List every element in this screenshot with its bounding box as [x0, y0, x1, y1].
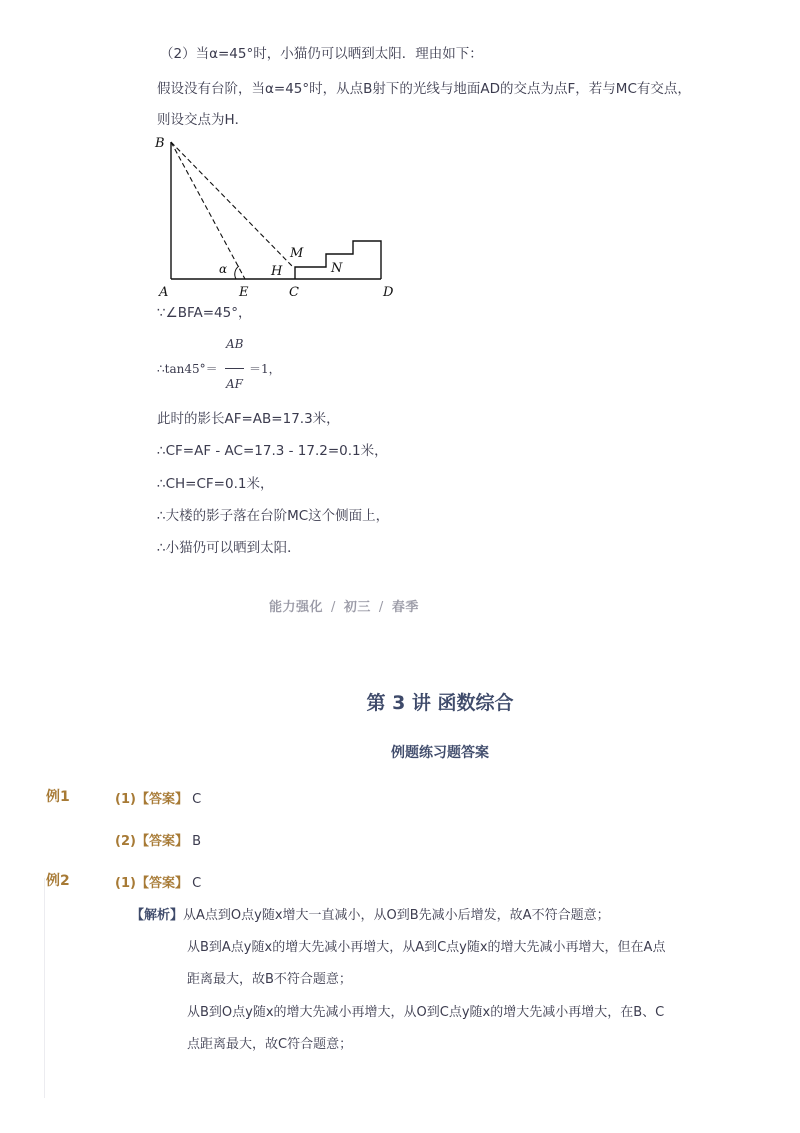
- footer-part1: 能力强化: [269, 600, 324, 615]
- step-ch: ∴CH=CF=0.1米，: [157, 476, 274, 492]
- example-2-answer-1: [115, 872, 201, 891]
- tan-denominator: AF: [226, 377, 243, 391]
- analysis-line-3: 距离最大，故B不符合题意；: [187, 972, 352, 987]
- light-ray-be: [171, 142, 245, 279]
- item-number: (1): [115, 792, 136, 807]
- item-number: (1): [115, 876, 136, 891]
- label-alpha: α: [219, 262, 228, 276]
- label-A: A: [159, 285, 169, 300]
- answer-value: B: [192, 834, 202, 849]
- item-number: (2): [115, 834, 136, 849]
- part2-assume-line2: 则设交点为H．: [157, 112, 249, 128]
- lecture-subtitle: 例题练习题答案: [391, 745, 489, 761]
- answer-value: C: [192, 876, 202, 891]
- answer-value: C: [192, 792, 202, 807]
- answer-tag: 【答案】: [135, 876, 188, 891]
- analysis-line-5: 点距离最大，故C符合题意；: [187, 1037, 353, 1052]
- analysis-line-1: [131, 904, 610, 923]
- step-cf: ∴CF=AF - AC=17.3 - 17.2=0.1米，: [157, 443, 388, 459]
- label-D: D: [383, 285, 394, 300]
- label-B: B: [155, 136, 165, 151]
- step-shadow: 此时的影长AF=AB=17.3米，: [157, 411, 340, 427]
- step-tan-suffix: ＝1，: [249, 362, 281, 376]
- footer-sep2: /: [378, 600, 384, 615]
- footer-sep1: /: [331, 600, 336, 615]
- analysis-line-4: 从B到O点y随x的增大先减小再增大，从O到C点y随x的增大先减小再增大，在B、C: [187, 1005, 665, 1020]
- page-footer: [269, 596, 419, 615]
- example-1-label: 例1: [46, 789, 70, 805]
- footer-part2: 初三: [343, 600, 371, 615]
- example-2-label: 例2: [46, 873, 70, 889]
- part2-intro: （2）当α=45°时，小猫仍可以晒到太阳．理由如下：: [160, 46, 483, 62]
- step-because: ∵∠BFA=45°，: [157, 305, 252, 321]
- answer-tag: 【答案】: [135, 792, 188, 807]
- analysis-tag: 【解析】: [131, 908, 184, 923]
- geometry-figure: [150, 130, 410, 305]
- label-C: C: [289, 285, 299, 300]
- label-H: H: [271, 264, 283, 279]
- step-fall: ∴大楼的影子落在台阶MC这个侧面上，: [157, 508, 390, 524]
- step-conclusion: ∴小猫仍可以晒到太阳．: [157, 540, 301, 556]
- fraction-bar: [225, 368, 244, 369]
- example-1-answer-1: [115, 788, 201, 807]
- part2-assume-line1: 假设没有台阶，当α=45°时，从点B射下的光线与地面AD的交点为点F，若与MC有交点，: [157, 81, 691, 97]
- answer-tag: 【答案】: [135, 834, 188, 849]
- analysis-line-2: 从B到A点y随x的增大先减小再增大，从A到C点y随x的增大先减小再增大，但在A点: [187, 940, 666, 955]
- footer-part3: 春季: [391, 600, 419, 615]
- example-1-answer-2: [115, 830, 201, 849]
- alpha-arc: [235, 266, 239, 279]
- tan-numerator: AB: [226, 337, 244, 351]
- light-ray-bh: [171, 142, 293, 267]
- label-M: M: [290, 246, 304, 261]
- label-E: E: [239, 285, 249, 300]
- step-tan-prefix: ∴tan45°＝: [157, 362, 218, 376]
- left-margin-rule: [44, 878, 45, 1098]
- lecture-title: 第 3 讲 函数综合: [366, 692, 514, 714]
- label-N: N: [331, 261, 343, 276]
- analysis-text: 从A点到O点y随x增大一直减小，从O到B先减小后增发，故A不符合题意；: [183, 908, 610, 923]
